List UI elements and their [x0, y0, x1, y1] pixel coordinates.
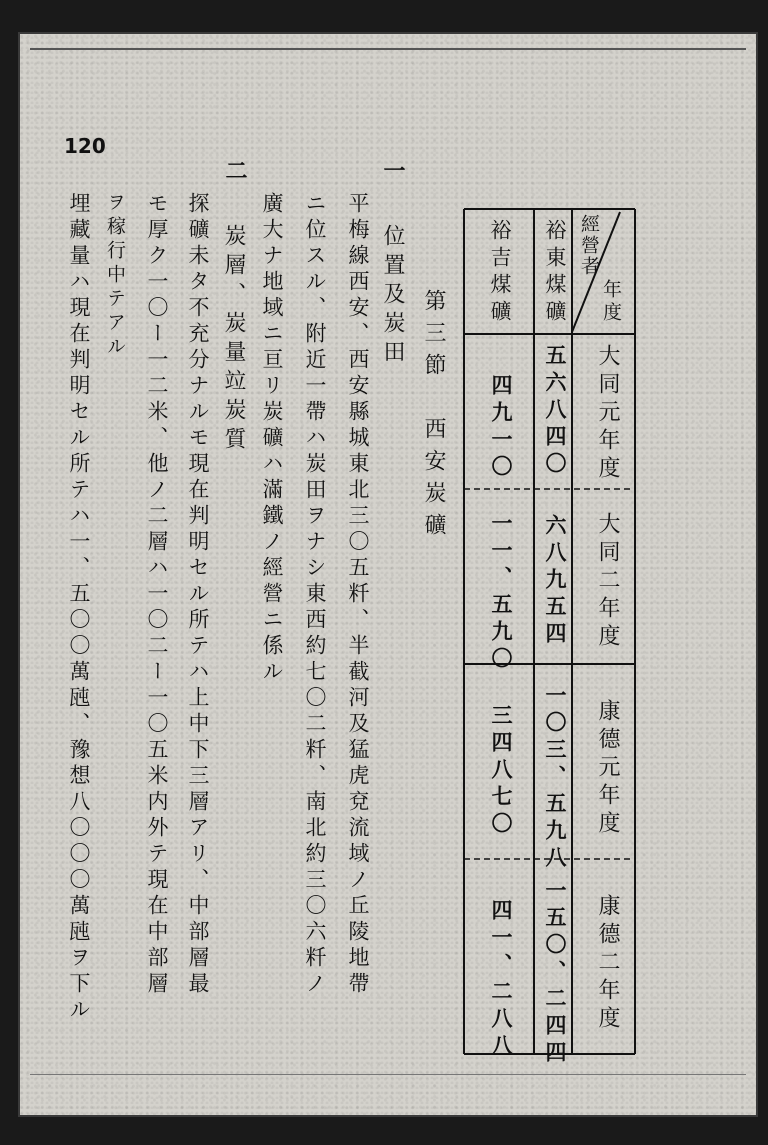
item1-heading: 位置及炭田	[380, 224, 405, 369]
table-row-name-2: 裕吉煤礦	[488, 219, 512, 327]
table-cell: 一一、五九〇	[489, 512, 514, 674]
table-row-name-1: 裕東煤礦	[543, 219, 567, 327]
table-cell: 一五〇、二四四	[543, 879, 568, 1068]
table-header-year: 年度	[600, 279, 622, 325]
table-cell: 四一、二八八	[489, 899, 514, 1061]
item1-line-3: 廣大ナ地域ニ亘リ炭礦ハ滿鐵ノ經營ニ係ル	[260, 192, 284, 686]
page-number: 120	[64, 134, 106, 158]
table-header-operator: 經營者	[578, 214, 600, 277]
table-col-header-2: 大同二年度	[595, 512, 620, 652]
table-col-header-4: 康德二年度	[595, 894, 620, 1034]
item1-line-1: 平梅線西安、西安縣城東北三〇五粁、半截河及猛虎兗流域ノ丘陵地帶	[346, 192, 370, 998]
section-title: 第三節 西安炭礦	[421, 289, 446, 545]
item2-number: 二	[222, 159, 248, 188]
table-cell: 三四八七〇	[489, 704, 514, 839]
table-col-header-3: 康德元年度	[595, 699, 620, 839]
item1-number: 一	[380, 159, 406, 188]
table-cell: 四九一〇	[489, 374, 514, 482]
item1-line-2: ニ位スル、附近一帶ハ炭田ヲナシ東西約七〇二粁、南北約三〇六粁ノ	[303, 192, 327, 998]
item2-line-1: 探礦未タ不充分ナルモ現在判明セル所テハ上中下三層アリ、中部層最	[186, 192, 210, 998]
table-cell: 五六八四〇	[543, 344, 568, 479]
table-col-header-1: 大同元年度	[595, 344, 620, 484]
item2-heading: 炭層、炭量竝炭質	[221, 224, 246, 456]
item2-line-2: モ厚ク一〇ー一二米、他ノ二層ハ一〇二ー一〇五米内外テ現在中部層	[145, 192, 169, 998]
table-cell: 一〇三、五九八	[543, 684, 568, 873]
item2-line-3: ヲ稼行中テアル	[104, 192, 126, 360]
item2-line-4: 埋藏量ハ現在判明セル所テハ一、五〇〇萬瓲、豫想八〇〇〇萬瓲ヲ下ル	[67, 192, 91, 1024]
book-page	[18, 32, 758, 1117]
production-table-grid	[20, 34, 760, 1119]
table-cell: 六八九五四	[543, 514, 568, 649]
